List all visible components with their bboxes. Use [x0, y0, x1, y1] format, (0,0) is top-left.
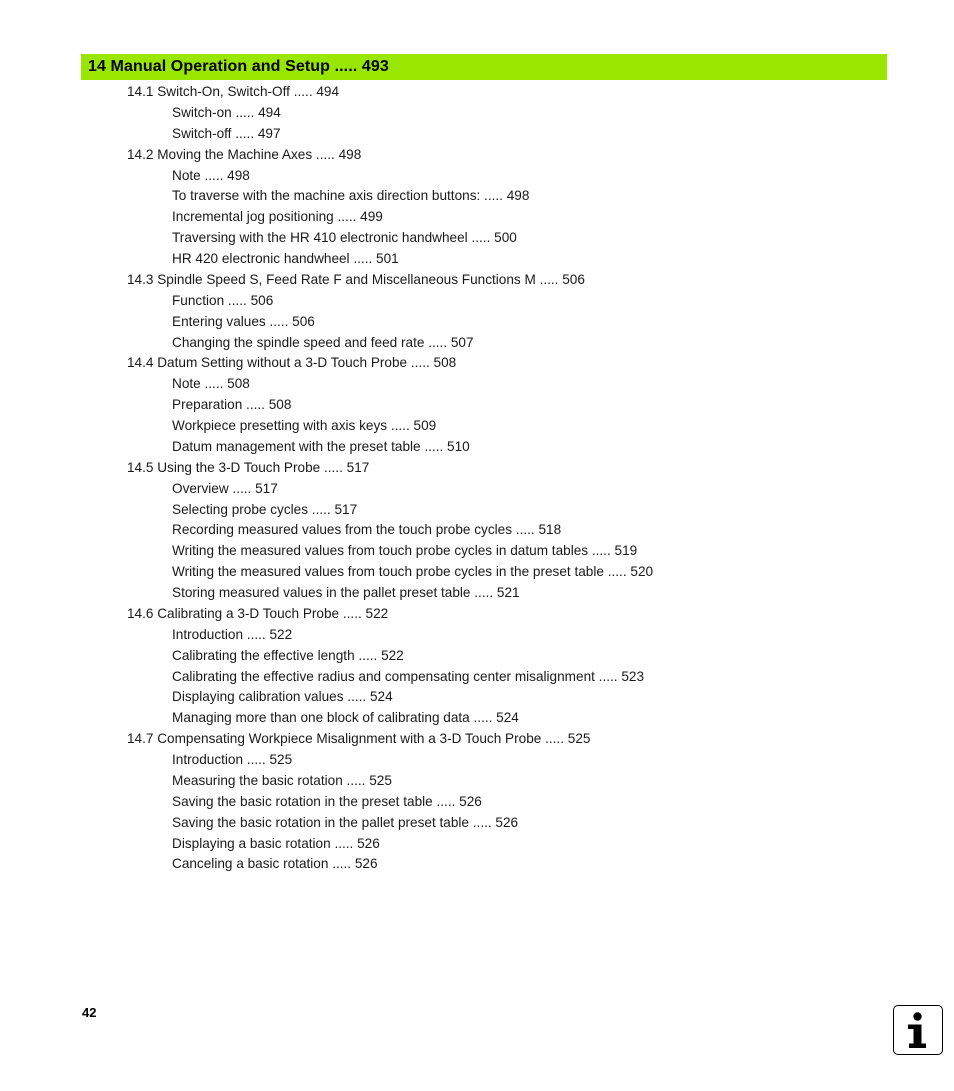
info-icon-glyph — [894, 1006, 941, 1053]
toc-section-entry[interactable]: 14.5 Using the 3-D Touch Probe ..... 517 — [127, 459, 370, 475]
toc-subsection-entry[interactable]: Measuring the basic rotation ..... 525 — [172, 772, 392, 788]
toc-subsection-entry[interactable]: Preparation ..... 508 — [172, 397, 292, 413]
page-number: 42 — [82, 1005, 97, 1020]
toc-subsection-entry[interactable]: To traverse with the machine axis direction buttons: ..... 498 — [172, 188, 530, 204]
toc-subsection-entry[interactable]: Note ..... 498 — [172, 167, 250, 183]
toc-section-entry[interactable]: 14.3 Spindle Speed S, Feed Rate F and Miscellaneous Functions M ..... 506 — [127, 271, 585, 287]
toc-subsection-entry[interactable]: HR 420 electronic handwheel ..... 501 — [172, 251, 399, 266]
toc-subsection-entry[interactable]: Managing more than one block of calibrating data ..... 524 — [172, 710, 519, 726]
toc-section-entry[interactable]: 14.1 Switch-On, Switch-Off ..... 494 — [127, 84, 340, 99]
chapter-header-bar — [81, 54, 887, 80]
table-of-contents — [0, 82, 954, 875]
toc-subsection-entry[interactable]: Introduction ..... 522 — [172, 626, 293, 642]
toc-subsection-entry[interactable]: Entering values ..... 506 — [172, 313, 315, 329]
toc-subsection-entry[interactable]: Storing measured values in the pallet preset table ..... 521 — [172, 585, 520, 600]
info-icon — [893, 1005, 943, 1055]
toc-subsection-entry[interactable]: Canceling a basic rotation ..... 526 — [172, 856, 378, 872]
toc-subsection-entry[interactable]: Overview ..... 517 — [172, 480, 278, 496]
toc-subsection-entry[interactable]: Calibrating the effective radius and compensating center misalignment ..... 523 — [172, 668, 645, 684]
toc-subsection-entry[interactable]: Displaying a basic rotation ..... 526 — [172, 835, 380, 851]
toc-subsection-entry[interactable]: Workpiece presetting with axis keys ..... 509 — [172, 418, 437, 433]
toc-subsection-entry[interactable]: Writing the measured values from touch probe cycles in the preset table ..... 520 — [172, 564, 654, 580]
toc-subsection-entry[interactable]: Switch-on ..... 494 — [172, 104, 281, 120]
toc-subsection-entry[interactable]: Calibrating the effective length ..... 522 — [172, 647, 404, 663]
toc-subsection-entry[interactable]: Selecting probe cycles ..... 517 — [172, 501, 358, 517]
toc-subsection-entry[interactable]: Saving the basic rotation in the pallet preset table ..... 526 — [172, 814, 519, 830]
toc-subsection-entry[interactable]: Traversing with the HR 410 electronic handwheel ..... 500 — [172, 230, 517, 246]
toc-subsection-entry[interactable]: Function ..... 506 — [172, 292, 274, 308]
toc-subsection-entry[interactable]: Recording measured values from the touch probe cycles ..... 518 — [172, 522, 562, 538]
toc-subsection-entry[interactable]: Writing the measured values from touch probe cycles in datum tables ..... 519 — [172, 543, 638, 559]
toc-subsection-entry[interactable]: Displaying calibration values ..... 524 — [172, 689, 393, 705]
toc-subsection-entry[interactable]: Datum management with the preset table ..... 510 — [172, 438, 470, 454]
chapter-title[interactable]: 14 Manual Operation and Setup ..... 493 — [88, 58, 389, 75]
toc-subsection-entry[interactable]: Note ..... 508 — [172, 376, 250, 392]
toc-subsection-entry[interactable]: Introduction ..... 525 — [172, 752, 293, 767]
toc-subsection-entry[interactable]: Switch-off ..... 497 — [172, 125, 281, 141]
toc-subsection-entry[interactable]: Changing the spindle speed and feed rate ..... 507 — [172, 334, 474, 350]
toc-section-entry[interactable]: 14.4 Datum Setting without a 3-D Touch Probe ..... 508 — [127, 355, 457, 371]
toc-subsection-entry[interactable]: Incremental jog positioning ..... 499 — [172, 209, 383, 225]
toc-section-entry[interactable]: 14.7 Compensating Workpiece Misalignment with a 3-D Touch Probe ..... 525 — [127, 731, 591, 747]
toc-section-entry[interactable]: 14.2 Moving the Machine Axes ..... 498 — [127, 146, 362, 162]
toc-subsection-entry[interactable]: Saving the basic rotation in the preset table ..... 526 — [172, 793, 482, 809]
toc-section-entry[interactable]: 14.6 Calibrating a 3-D Touch Probe ..... 522 — [127, 605, 389, 621]
